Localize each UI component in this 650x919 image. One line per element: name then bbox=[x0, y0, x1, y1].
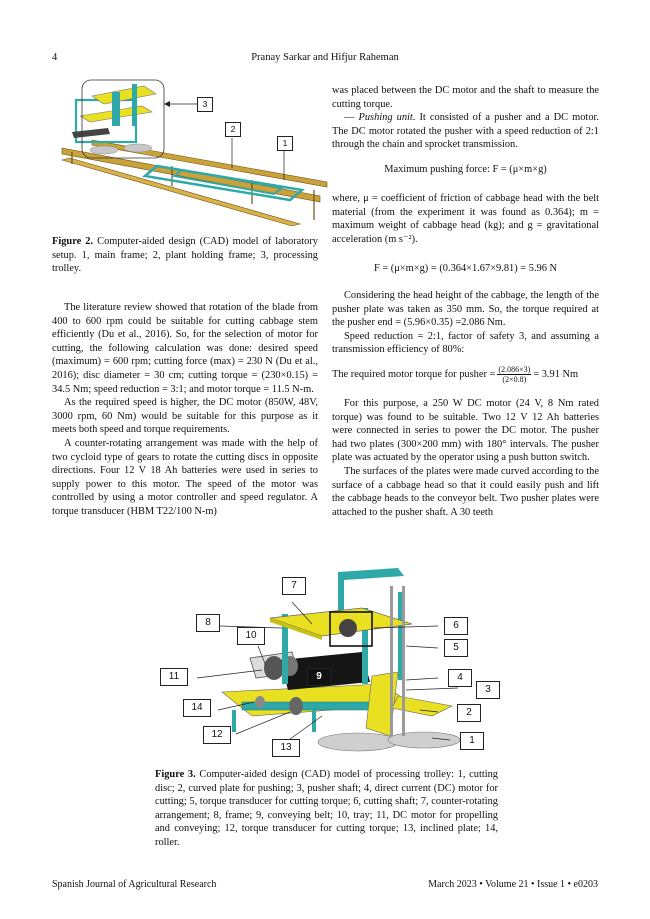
right-paragraph-5: Speed reduction = 2:1, factor of safety 3, and assuming a transmission efficiency of 80%: bbox=[332, 330, 599, 356]
equation-motor-torque-lead: The required motor torque for pusher = bbox=[332, 368, 496, 380]
figure-3-callout-8: 8 bbox=[196, 614, 220, 632]
figure-2-callout-2: 2 bbox=[225, 122, 241, 137]
left-column bbox=[52, 301, 318, 519]
figure-3-callout-13: 13 bbox=[272, 739, 300, 757]
figure-3-callout-6: 6 bbox=[444, 617, 468, 635]
figure-3-callout-7: 7 bbox=[282, 577, 306, 595]
equation-motor-torque-tail: = 3.91 Nm bbox=[533, 368, 579, 380]
figure-2-label: Figure 2. bbox=[52, 236, 94, 247]
right-paragraph-2 bbox=[332, 111, 599, 152]
equation-motor-torque bbox=[332, 365, 599, 384]
page-number: 4 bbox=[52, 52, 58, 63]
equation-max-pushing-force: Maximum pushing force: F = (μ×m×g) bbox=[384, 164, 547, 175]
pushing-unit-text: . It consisted of a pusher and a DC motor. The DC motor rotated the pusher with a speed reduction of 2:1 through the chain and sprocket transmission. bbox=[332, 112, 599, 151]
pushing-unit-dash: — bbox=[344, 112, 359, 124]
figure-3-callout-3: 3 bbox=[476, 681, 500, 699]
figure-2-callout-1: 1 bbox=[277, 136, 293, 151]
equation-force-value: F = (μ×m×g) = (0.364×1.67×9.81) = 5.96 N bbox=[373, 263, 558, 274]
left-paragraph-2: As the required speed is higher, the DC motor (850W, 48V, 3000 rpm, 60 Nm) would be suitable for this purpose as it meets both speed and torque requirements. bbox=[52, 397, 318, 436]
left-paragraph-3: A counter-rotating arrangement was made with the help of two cycloid type of gears to rotate the cutting discs in opposite directions. Four 12 V 18 Ah batteries were used in series to supply power to this motor. The speed of the motor was controlled by using a motor controller and speed regulator. A torque transducer (HBM T22/100 N-m) bbox=[52, 437, 318, 517]
pushing-unit-heading: Pushing unit bbox=[358, 112, 413, 124]
figure-3-callout-14: 14 bbox=[183, 699, 211, 717]
right-column-mid bbox=[332, 289, 599, 357]
figure-3-label: Figure 3. bbox=[155, 769, 196, 780]
figure-3-caption bbox=[155, 768, 498, 850]
right-paragraph-4: Considering the head height of the cabbage, the length of the pusher plate was taken as 350 mm. So, the torque required at the pusher end = (5.96×0.35) =2.086 Nm. bbox=[332, 290, 599, 329]
right-paragraph-1: was placed between the DC motor and the shaft to measure the cutting torque. bbox=[332, 85, 599, 110]
figure-3-callout-11: 11 bbox=[160, 668, 188, 686]
figure-2-caption bbox=[52, 235, 318, 276]
footer-issue: March 2023 • Volume 21 • Issue 1 • e0203 bbox=[428, 879, 598, 890]
footer-journal: Spanish Journal of Agricultural Research bbox=[52, 879, 217, 890]
figure-2-caption-text: Computer-aided design (CAD) model of laboratory setup. 1, main frame; 2, plant holding frame; 3, processing trolley. bbox=[52, 236, 318, 275]
right-paragraph-3: where, μ = coefficient of friction of cabbage head with the belt material (from the experiment it was found as 0.364); m = maximum weight of cabbage head (kg); and g = gravitational acceleration (m s⁻²). bbox=[332, 193, 599, 245]
right-column-top bbox=[332, 84, 599, 152]
equation-fraction bbox=[497, 365, 531, 384]
figure-3-caption-text: Computer-aided design (CAD) model of processing trolley: 1, cutting disc; 2, curved plate for pushing; 3, pusher shaft; 4, direct current (DC) motor for cutting; 5, torque transducer for cutting torque; 6, cutting shaft; 7, counter-rotating arrangement; 8, frame; 9, conveying belt; 10, tray; 11, DC motor for propelling and conveying; 12, torque transducer for cutting torque; 13, inclined plate; 14, roller. bbox=[155, 769, 498, 848]
figure-2-callout-3: 3 bbox=[197, 97, 213, 112]
figure-3-callout-1: 1 bbox=[460, 732, 484, 750]
right-column-where bbox=[332, 192, 599, 246]
equation-numerator: (2.086×3) bbox=[498, 365, 531, 374]
left-paragraph-1: The literature review showed that rotation of the blade from 400 to 600 rpm could be suitable for cutting cabbage stem efficiently (Du et al., 2016). So, for the selection of motor for cutting, the following calculation was done: desired speed (maximum) = 600 rpm; cutting force (max) = 230 N (Du et al., 2016); disc diameter = 30 cm; cutting torque = (230×0.15) = 34.5 Nm; speed reduction = 3:1; and motor torque = 11.5 N-m. bbox=[52, 302, 318, 395]
figure-3-callout-10: 10 bbox=[237, 627, 265, 645]
running-head: Pranay Sarkar and Hifjur Raheman bbox=[251, 52, 399, 63]
figure-3-callout-12: 12 bbox=[203, 726, 231, 744]
right-paragraph-6: For this purpose, a 250 W DC motor (24 V, 8 Nm rated torque) was found to be suitable. Two 12 V 12 Ah batteries were connected in series to power the DC motor. The pusher had two plates (300×200 mm) with 180° intervals. The pusher plate was actuated by the operator using a push button switch. bbox=[332, 398, 599, 464]
right-column-bottom bbox=[332, 397, 599, 519]
figure-3-callout-9: 9 bbox=[307, 668, 331, 686]
figure-3-callout-2: 2 bbox=[457, 704, 481, 722]
figure-2-cad-drawing bbox=[52, 78, 332, 228]
figure-3-callout-5: 5 bbox=[444, 639, 468, 657]
figure-3-callout-4: 4 bbox=[448, 669, 472, 687]
right-paragraph-7: The surfaces of the plates were made curved according to the surface of a cabbage head so that it could easily push and lift the cabbage heads to the conveyor belt. Two pusher plates were attached to the pusher shaft. A 30 teeth bbox=[332, 465, 599, 518]
equation-denominator: (2×0.8) bbox=[502, 375, 527, 384]
